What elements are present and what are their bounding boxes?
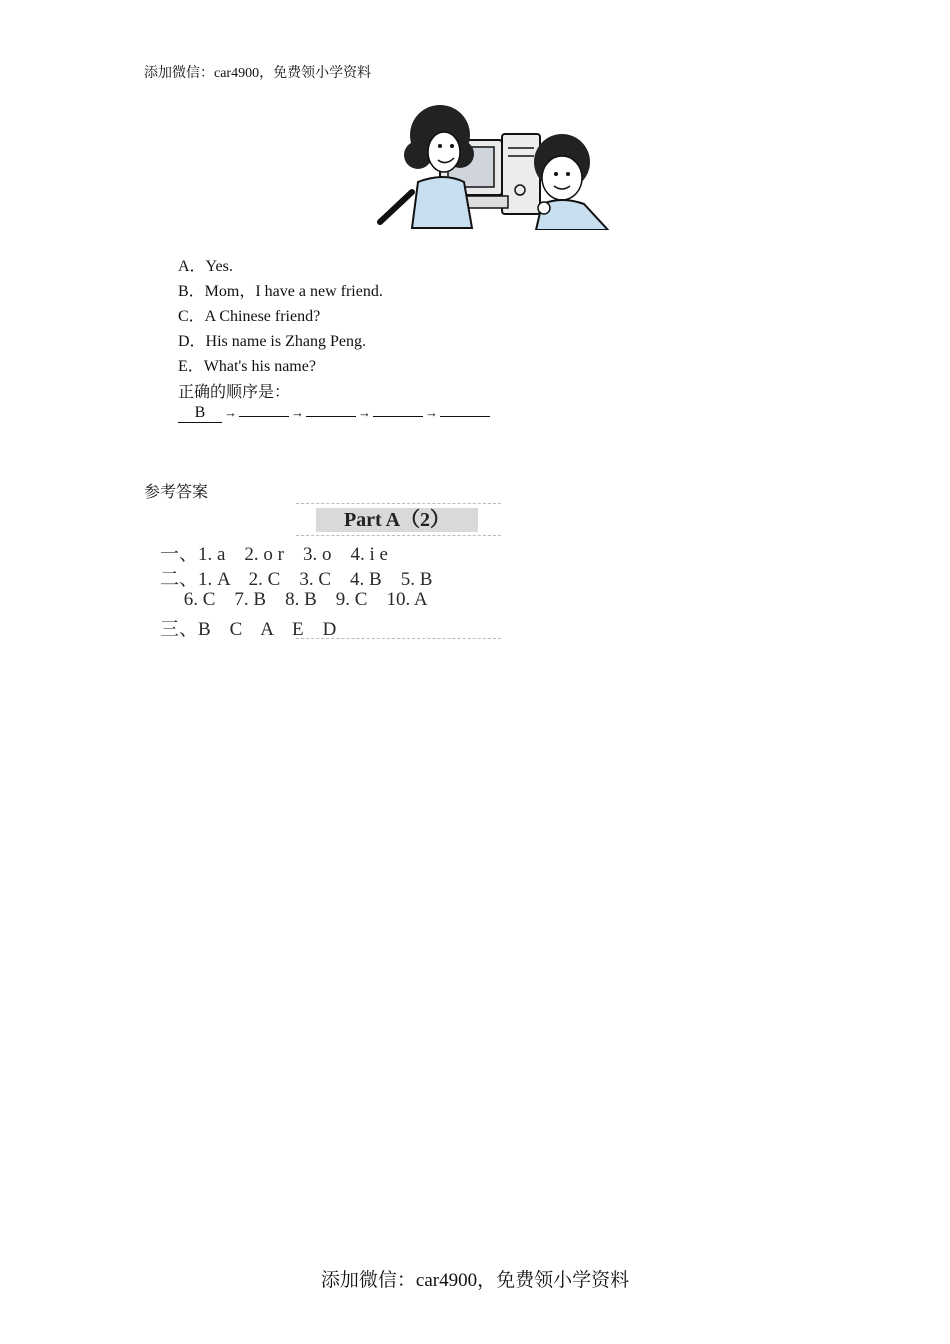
arrow-icon: → [425,405,438,420]
answer-line-3: 6. C 7. B 8. B 9. C 10. A [160,589,428,610]
footer-note: 添加微信：car4900，免费领小学资料 [320,1270,630,1291]
answer-line-2: 二、1. A 2. C 3. C 4. B 5. B [160,569,433,590]
divider [296,638,501,639]
answer-line-4: 三、B C A E D [160,619,337,640]
order-label: 正确的顺序是： [178,384,291,401]
options-list [178,254,383,379]
cartoon-illustration [360,100,625,230]
arrow-icon: → [224,405,237,420]
option-a: A．Yes. [178,258,233,275]
option-c: C．A Chinese friend? [178,308,321,325]
option-d: D．His name is Zhang Peng. [178,333,366,350]
order-blank-2 [239,416,289,417]
order-blank-4 [373,416,423,417]
answer-line-1: 一、1. a 2. o r 3. o 4. i e [160,544,388,565]
divider [296,535,501,536]
answer-key-label: 参考答案 [144,484,209,501]
arrow-icon: → [291,405,304,420]
order-blank-1: B [178,404,222,423]
part-title: Part A（2） [316,508,478,532]
divider [296,503,501,504]
answer-key-image [156,500,501,640]
option-e: E．What's his name? [178,358,316,375]
order-blank-5 [440,416,490,417]
option-b: B．Mom，I have a new friend. [178,283,383,300]
order-blank-3 [306,416,356,417]
arrow-icon: → [358,405,371,420]
header-note: 添加微信：car4900，免费领小学资料 [144,66,372,81]
order-blanks [178,404,490,423]
